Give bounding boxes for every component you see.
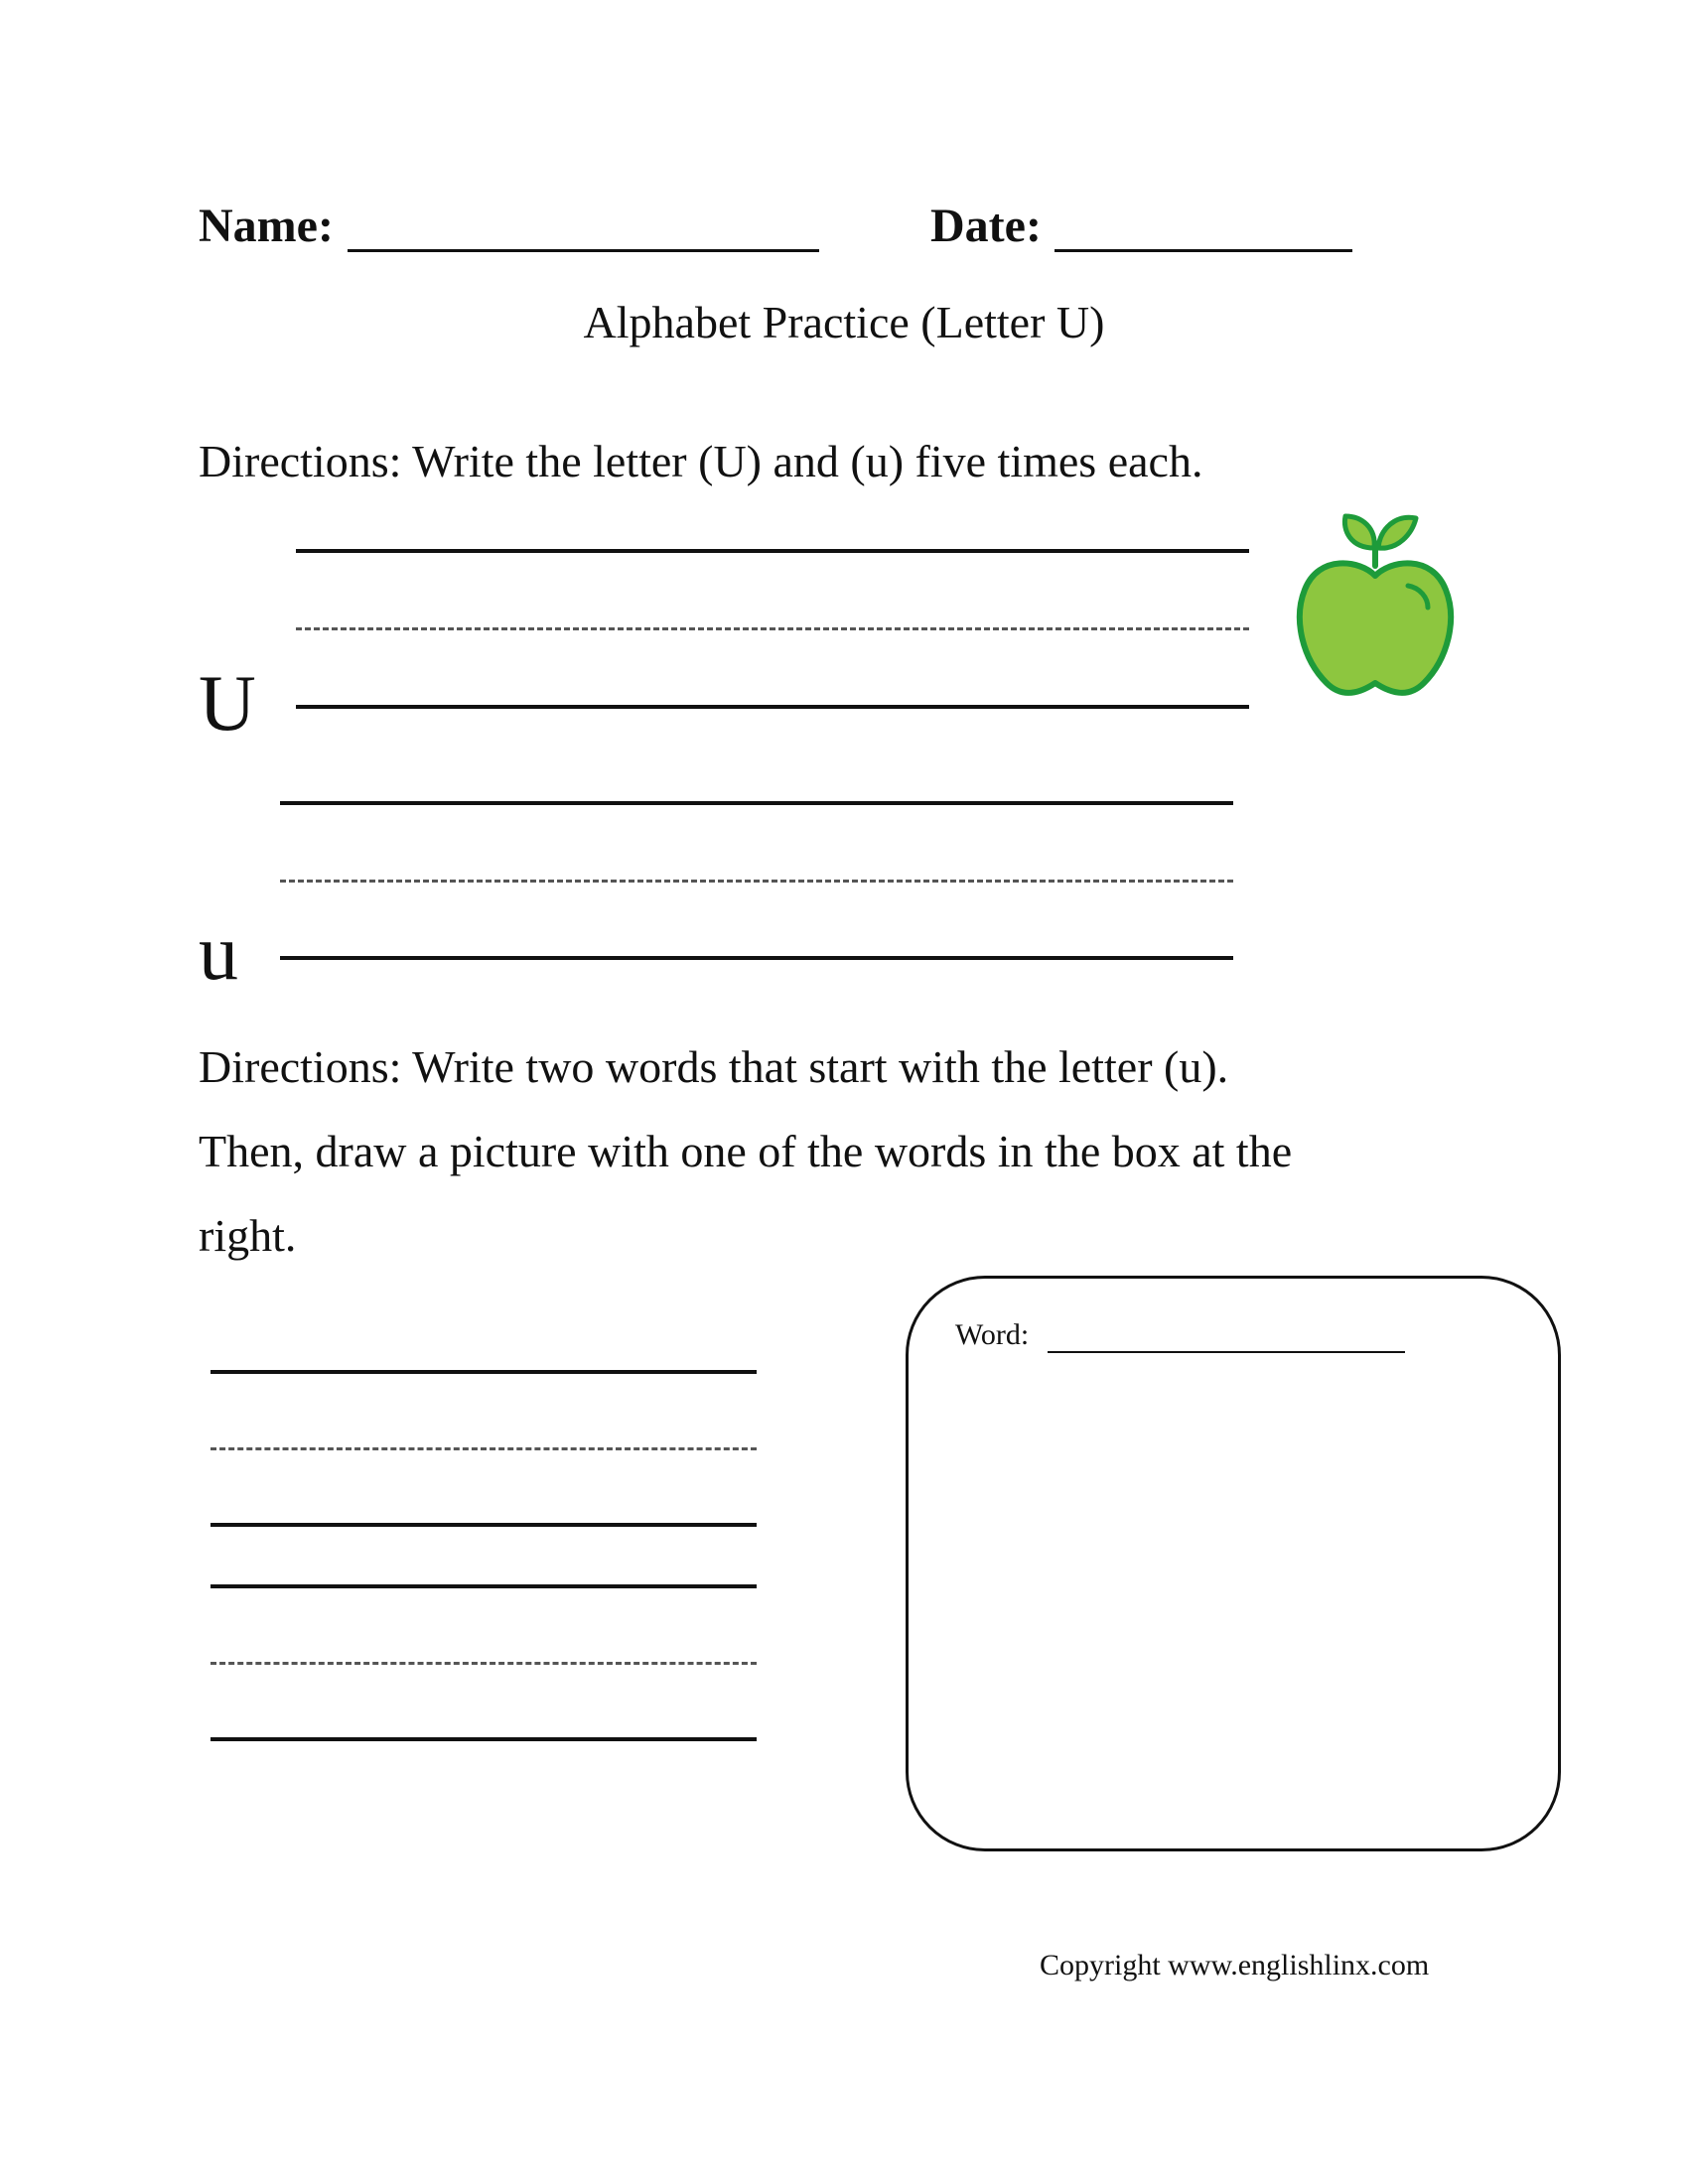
word1-top-line[interactable] xyxy=(211,1370,757,1374)
uppercase-letter-u: U xyxy=(199,660,256,748)
lowercase-top-line[interactable] xyxy=(280,801,1233,805)
word2-top-line[interactable] xyxy=(211,1584,757,1588)
directions-words-line-3: right. xyxy=(199,1210,297,1261)
word-label: Word: xyxy=(955,1318,1030,1351)
lowercase-letter-u: u xyxy=(199,909,238,997)
lowercase-base-line[interactable] xyxy=(280,956,1233,960)
directions-words-line-2: Then, draw a picture with one of the words in the box at the xyxy=(199,1126,1293,1176)
name-field-line[interactable] xyxy=(348,249,819,252)
copyright-text: Copyright www.englishlinx.com xyxy=(1040,1949,1430,1981)
apple-icon xyxy=(1291,508,1460,707)
word2-midline-dashed xyxy=(211,1662,757,1665)
directions-words-line-1: Directions: Write two words that start with the letter (u). xyxy=(199,1041,1229,1092)
name-label: Name: xyxy=(199,200,334,252)
date-field-line[interactable] xyxy=(1055,249,1352,252)
word2-base-line[interactable] xyxy=(211,1737,757,1741)
word-field-line[interactable] xyxy=(1048,1351,1405,1353)
directions-letter-practice: Directions: Write the letter (U) and (u) five times each. xyxy=(199,436,1203,486)
drawing-box[interactable] xyxy=(906,1276,1561,1851)
uppercase-midline-dashed xyxy=(296,627,1249,630)
uppercase-top-line[interactable] xyxy=(296,549,1249,553)
word1-midline-dashed xyxy=(211,1447,757,1450)
lowercase-midline-dashed xyxy=(280,880,1233,883)
uppercase-base-line[interactable] xyxy=(296,705,1249,709)
word1-base-line[interactable] xyxy=(211,1523,757,1527)
page-title: Alphabet Practice (Letter U) xyxy=(583,297,1105,347)
date-label: Date: xyxy=(930,200,1042,252)
